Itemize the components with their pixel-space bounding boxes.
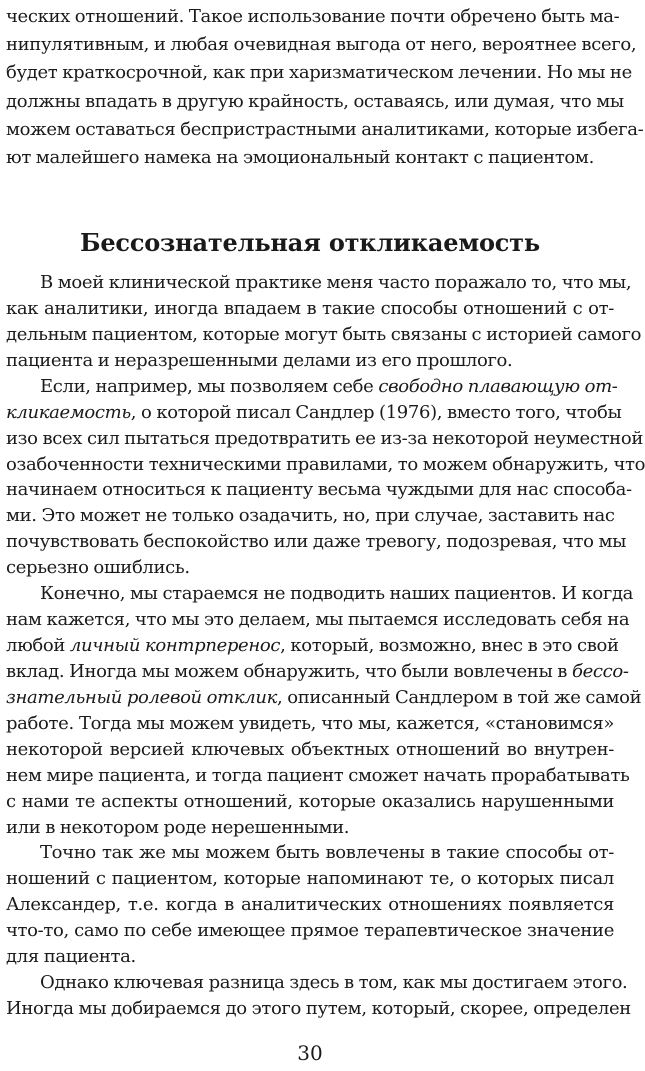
italic-term: кликаемость <box>6 401 131 423</box>
text-line: можем оставаться беспристрастными аналитиками, которые избега- <box>6 118 644 140</box>
text-line <box>6 633 619 659</box>
text-line: некоторой версией ключевых объектных отношений во внутрен- <box>6 738 614 760</box>
text-line: почувствовать беспокойство или даже тревогу, подозревая, что мы <box>6 531 627 553</box>
text-line: что-то, само по себе имеющее прямое терапевтическое значение <box>6 920 614 942</box>
text-line <box>6 685 642 711</box>
text-line: должны впадать в другую крайность, оставаясь, или думая, что мы <box>6 90 624 112</box>
text-line: нем мире пациента, и тогда пациент сможет начать прорабатывать <box>6 764 630 786</box>
text-run: вклад. Иногда мы можем обнаружить, что были вовлечены в <box>6 660 572 682</box>
text-line: ми. Это может не только озадачить, но, при случае, заставить нас <box>6 505 615 527</box>
text-line: Точно так же мы можем быть вовлечены в такие способы от- <box>40 842 614 864</box>
italic-term: бессо- <box>571 660 629 682</box>
text-line: Однако ключевая разница здесь в том, как мы достигаем этого. <box>40 972 628 994</box>
text-line <box>6 400 622 426</box>
text-line: или в некотором роде нерешенными. <box>6 816 350 838</box>
text-line: дельным пациентом, которые могут быть связаны с историей самого <box>6 323 642 345</box>
text-line: работе. Тогда мы можем увидеть, что мы, кажется, «становимся» <box>6 712 614 734</box>
text-line: будет краткосрочной, как при харизматическом лечении. Но мы не <box>6 62 632 84</box>
text-line: ческих отношений. Такое использование почти обречено быть ма- <box>6 6 620 27</box>
text-line: Конечно, мы стараемся не подводить наших пациентов. И когда <box>40 583 634 605</box>
text-line: с нами те аспекты отношений, которые оказались нарушенными <box>6 790 614 812</box>
italic-term: знательный ролевой отклик <box>6 686 278 708</box>
text-line: нам кажется, что мы это делаем, мы пытаемся исследовать себя на <box>6 609 630 631</box>
text-line: В моей клинической практике меня часто поражало то, что мы, <box>40 272 632 293</box>
text-run: Если, например, мы позволяем себе <box>40 375 379 397</box>
text-line: серьезно ошиблись. <box>6 557 190 579</box>
text-line <box>6 659 629 685</box>
text-line: нипулятивным, и любая очевидная выгода от него, вероятнее всего, <box>6 34 637 56</box>
text-line: изо всех сил пытаться предотвратить ее из-за некоторой неуместной <box>6 427 643 449</box>
text-run: , о которой писал Сандлер (1976), вместо того, чтобы <box>130 401 622 423</box>
text-run: любой <box>6 635 70 656</box>
italic-term: личный контрперенос <box>69 635 281 656</box>
section-heading: Бессознательная откликаемость <box>80 228 540 257</box>
text-run: , который, возможно, внес в это свой <box>280 635 619 656</box>
text-line: озабоченности техническими правилами, то можем обнаружить, что <box>6 453 645 475</box>
text-line: начинаем относиться к пациенту весьма чуждыми для нас способа- <box>6 479 632 501</box>
text-run: , описанный Сандлером в той же самой <box>277 686 642 708</box>
text-line: пациента и неразрешенными делами из его прошлого. <box>6 349 513 371</box>
text-line <box>40 374 618 400</box>
page-number: 30 <box>297 1041 323 1065</box>
text-line: Александер, т.е. когда в аналитических отношениях появляется <box>6 894 614 916</box>
text-line: ют малейшего намека на эмоциональный контакт с пациентом. <box>6 147 594 168</box>
text-line: для пациента. <box>6 946 136 968</box>
text-line: Иногда мы добираемся до этого путем, который, скорее, определен <box>6 998 631 1019</box>
text-line: как аналитики, иногда впадаем в такие способы отношений с от- <box>6 297 614 319</box>
text-line: ношений с пациентом, которые напоминают те, о которых писал <box>6 868 614 890</box>
italic-term: свободно плавающую от- <box>378 375 618 397</box>
